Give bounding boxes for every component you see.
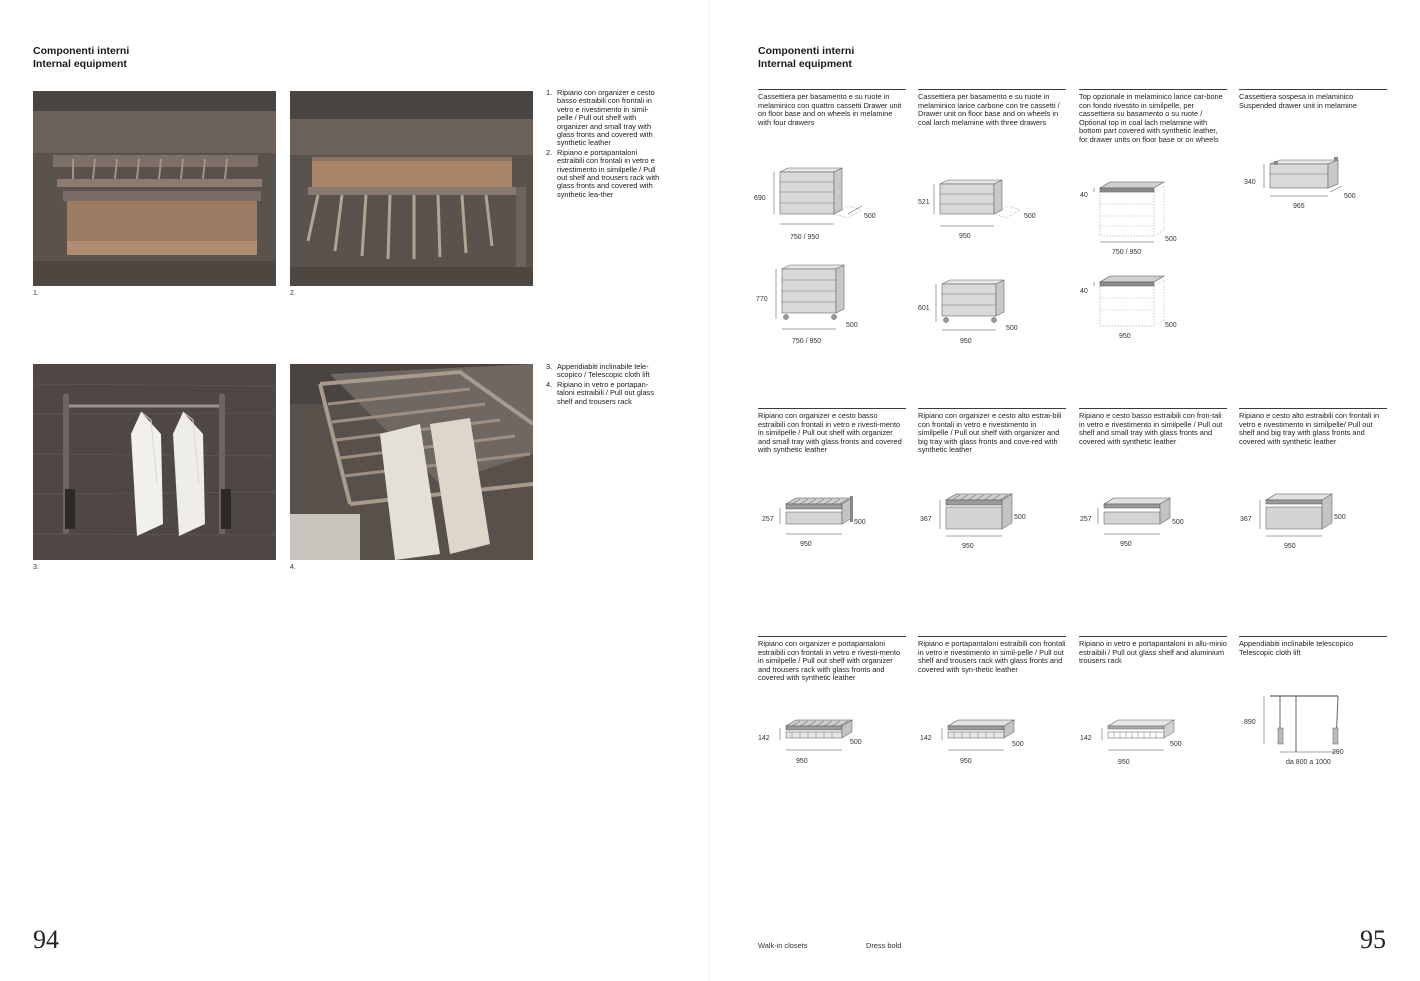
dim-height: 770 <box>756 296 768 303</box>
footer-collection: Dress bold <box>866 941 902 950</box>
dim-depth: 290 <box>1332 749 1344 756</box>
dim-width: 750 / 950 <box>792 338 822 345</box>
drawing-optional-top-base <box>1076 180 1216 260</box>
header-english: Internal equipment <box>758 58 852 70</box>
drawing-glass-shelf-aluminium-rack <box>1078 714 1208 770</box>
divider <box>918 408 1066 409</box>
dim-height: 142 <box>758 735 770 742</box>
header-english: Internal equipment <box>33 58 127 70</box>
product-card <box>758 408 906 455</box>
photo-number: 4. <box>290 564 296 571</box>
caption-item <box>546 381 664 406</box>
dim-height: 521 <box>918 199 930 206</box>
dim-depth: 500 <box>854 519 866 526</box>
dim-height: 601 <box>918 305 930 312</box>
page-number-left: 94 <box>33 925 59 954</box>
caption-number: 3. <box>546 362 553 371</box>
drawing-optional-top-wheels <box>1076 274 1216 344</box>
dim-depth: 500 <box>1165 236 1177 243</box>
dim-height: 257 <box>762 516 774 523</box>
divider <box>758 89 906 90</box>
product-card <box>918 408 1066 455</box>
photo-trousers-rack-shelf <box>290 91 533 286</box>
drawing-organizer-small-tray <box>760 490 890 554</box>
left-page-header <box>33 45 129 71</box>
product-description: Ripiano con organizer e cesto alto estrai-bili con frontali in vetro e rivestimento in similpelle / Pull out shelf with organizer and big tray with glass fronts and cove-red with synthetic leather <box>918 411 1062 455</box>
product-description: Top opzionale in melaminico larice car-bone con fondo rivestito in similpelle, per cassettiera su basamento o su ruote / Optional top in coal lach melamine with bottom part covered with synthetic leather, for drawer units on floor base or on wheels <box>1079 92 1223 144</box>
caption-item <box>546 89 664 148</box>
divider <box>918 636 1066 637</box>
drawing-shelf-trousers-rack <box>918 714 1048 770</box>
product-card <box>1239 636 1387 657</box>
divider <box>1079 408 1227 409</box>
drawing-three-drawer-wheels <box>916 278 1056 348</box>
right-page-header <box>758 45 854 71</box>
product-description: Cassettiera per basamento e su ruote in melaminico larice carbone con tre cassetti / Drawer unit on floor base and on wheels in coal larch melamine with three drawers <box>918 92 1060 127</box>
divider <box>1239 89 1387 90</box>
drawing-four-drawer-base <box>752 166 892 246</box>
dim-height: 890 <box>1244 719 1256 726</box>
divider <box>1079 89 1227 90</box>
caption-number: 4. <box>546 379 553 389</box>
product-card <box>918 89 1066 127</box>
drawing-organizer-trousers-rack <box>756 714 886 770</box>
divider <box>758 408 906 409</box>
dim-width: 950 <box>1118 759 1130 766</box>
dim-height: 142 <box>1080 735 1092 742</box>
caption-number: 2. <box>546 147 553 157</box>
header-italian: Componenti interni <box>33 45 130 57</box>
product-card <box>1079 89 1227 145</box>
dim-width: 950 <box>1119 333 1131 340</box>
dim-width: da 800 a 1000 <box>1286 759 1331 766</box>
drawing-telescopic-cloth-lift <box>1240 688 1370 770</box>
page-gutter <box>709 0 710 981</box>
product-card <box>1079 408 1227 446</box>
dim-width: 950 <box>796 758 808 765</box>
caption-text: Ripiano e portapantaloni estraibili con frontali in vetro e rivestimento in similpelle / Pull out shelf and trousers rack with glass fronts and covered with synthetic lea-ther <box>557 147 660 199</box>
dim-width: 750 / 950 <box>790 234 820 241</box>
dim-height: 40 <box>1080 288 1088 295</box>
product-card <box>758 636 906 683</box>
drawing-three-drawer-base <box>916 178 1056 242</box>
dim-depth: 500 <box>864 213 876 220</box>
dim-depth: 500 <box>1170 741 1182 748</box>
dim-depth: 500 <box>1024 213 1036 220</box>
product-card <box>1079 636 1227 666</box>
product-description: Ripiano e cesto basso estraibili con fron-tali in vetro e rivestimento in similpelle / Pull out shelf and small tray with glass fronts and covered with synthetic leather <box>1079 411 1223 446</box>
dim-width: 950 <box>1284 543 1296 550</box>
footer-section: Walk-in closets <box>758 941 808 950</box>
drawing-shelf-big-tray <box>1238 488 1368 554</box>
caption-item <box>546 363 664 380</box>
caption-text: Ripiano con organizer e cesto basso estraibili con frontali in vetro e rivestimento in simil-pelle / Pull out shelf with organizer and small tray with glass fronts and covered with synthetic leather <box>557 88 655 148</box>
product-description: Cassettiera per basamento e su ruote in melaminico con quattro cassetti Drawer unit on floor base and on wheels in melamine with four drawers <box>758 92 902 127</box>
header-italian: Componenti interni <box>758 45 855 57</box>
dim-depth: 500 <box>1012 741 1024 748</box>
dim-depth: 500 <box>1172 519 1184 526</box>
photo-telescopic-cloth-lift <box>33 364 276 560</box>
dim-width: 950 <box>960 758 972 765</box>
caption-text: Ripiano in vetro e portapan-taloni estraibili / Pull out glass shelf and trousers rack <box>557 379 654 406</box>
dim-width: 950 <box>960 338 972 345</box>
caption-item <box>546 149 664 199</box>
product-description: Cassettiera sospesa in melaminico Suspended drawer unit in melamine <box>1239 92 1357 110</box>
dim-depth: 500 <box>846 322 858 329</box>
product-card <box>758 89 906 127</box>
dim-height: 690 <box>754 195 766 202</box>
product-description: Ripiano e cesto alto estraibili con frontali in vetro e rivestimento in similpelle/ Pull out shelf and big tray with glass fronts and covered with synthetic leather <box>1239 411 1380 446</box>
dim-width: 965 <box>1293 203 1305 210</box>
dim-height: 40 <box>1080 192 1088 199</box>
dim-depth: 500 <box>1334 514 1346 521</box>
photo-organizer-shelf <box>33 91 276 286</box>
product-card <box>1239 89 1387 110</box>
dim-height: 367 <box>1240 516 1252 523</box>
dim-depth: 500 <box>1165 322 1177 329</box>
drawing-shelf-small-tray <box>1078 490 1208 554</box>
product-description: Ripiano in vetro e portapantaloni in allu-minio estraibili / Pull out glass shelf and aluminium trousers rack <box>1079 639 1227 666</box>
drawing-suspended-drawer <box>1238 156 1378 216</box>
caption-text: Appendiabiti inclinabile tele-scopico / Telescopic cloth lift <box>557 362 650 380</box>
product-card <box>918 636 1066 674</box>
divider <box>758 636 906 637</box>
dim-width: 750 / 950 <box>1112 249 1142 256</box>
product-description: Appendiabiti inclinabile telescopico Telescopic cloth lift <box>1239 639 1354 657</box>
dim-height: 142 <box>920 735 932 742</box>
dim-width: 950 <box>800 541 812 548</box>
photo-glass-shelf-trousers-rack <box>290 364 533 560</box>
dim-width: 950 <box>959 233 971 240</box>
caption-number: 1. <box>546 88 553 97</box>
dim-depth: 500 <box>1006 325 1018 332</box>
product-description: Ripiano e portapantaloni estraibili con frontali in vetro e rivestimento in simil-pelle / Pull out shelf and trousers rack with glass fronts and covered with syn-thetic leather <box>918 639 1066 674</box>
product-description: Ripiano con organizer e portapantaloni estraibili con frontali in vetro e rivesti-mento in similpelle / Pull out shelf with organizer and trousers rack with glass fronts and covered with synthetic leather <box>758 639 901 683</box>
dim-depth: 500 <box>850 739 862 746</box>
divider <box>1079 636 1227 637</box>
photo-captions-bottom <box>546 363 664 407</box>
photo-number: 1. <box>33 290 39 297</box>
dim-depth: 500 <box>1344 193 1356 200</box>
photo-number: 2. <box>290 290 296 297</box>
divider <box>1239 636 1387 637</box>
product-card <box>1239 408 1387 446</box>
dim-height: 340 <box>1244 179 1256 186</box>
photo-number: 3. <box>33 564 39 571</box>
drawing-organizer-big-tray <box>918 488 1048 554</box>
product-description: Ripiano con organizer e cesto basso estraibili con frontali in vetro e rivesti-mento in similpelle / Pull out shelf with organizer and small tray with glass fronts and covered with synthetic leather <box>758 411 902 455</box>
divider <box>918 89 1066 90</box>
dim-height: 367 <box>920 516 932 523</box>
drawing-four-drawer-wheels <box>752 265 892 347</box>
dim-depth: 500 <box>1014 514 1026 521</box>
divider <box>1239 408 1387 409</box>
dim-width: 950 <box>1120 541 1132 548</box>
dim-height: 257 <box>1080 516 1092 523</box>
dim-width: 950 <box>962 543 974 550</box>
photo-captions-top <box>546 89 664 200</box>
page-number-right: 95 <box>1360 925 1386 954</box>
